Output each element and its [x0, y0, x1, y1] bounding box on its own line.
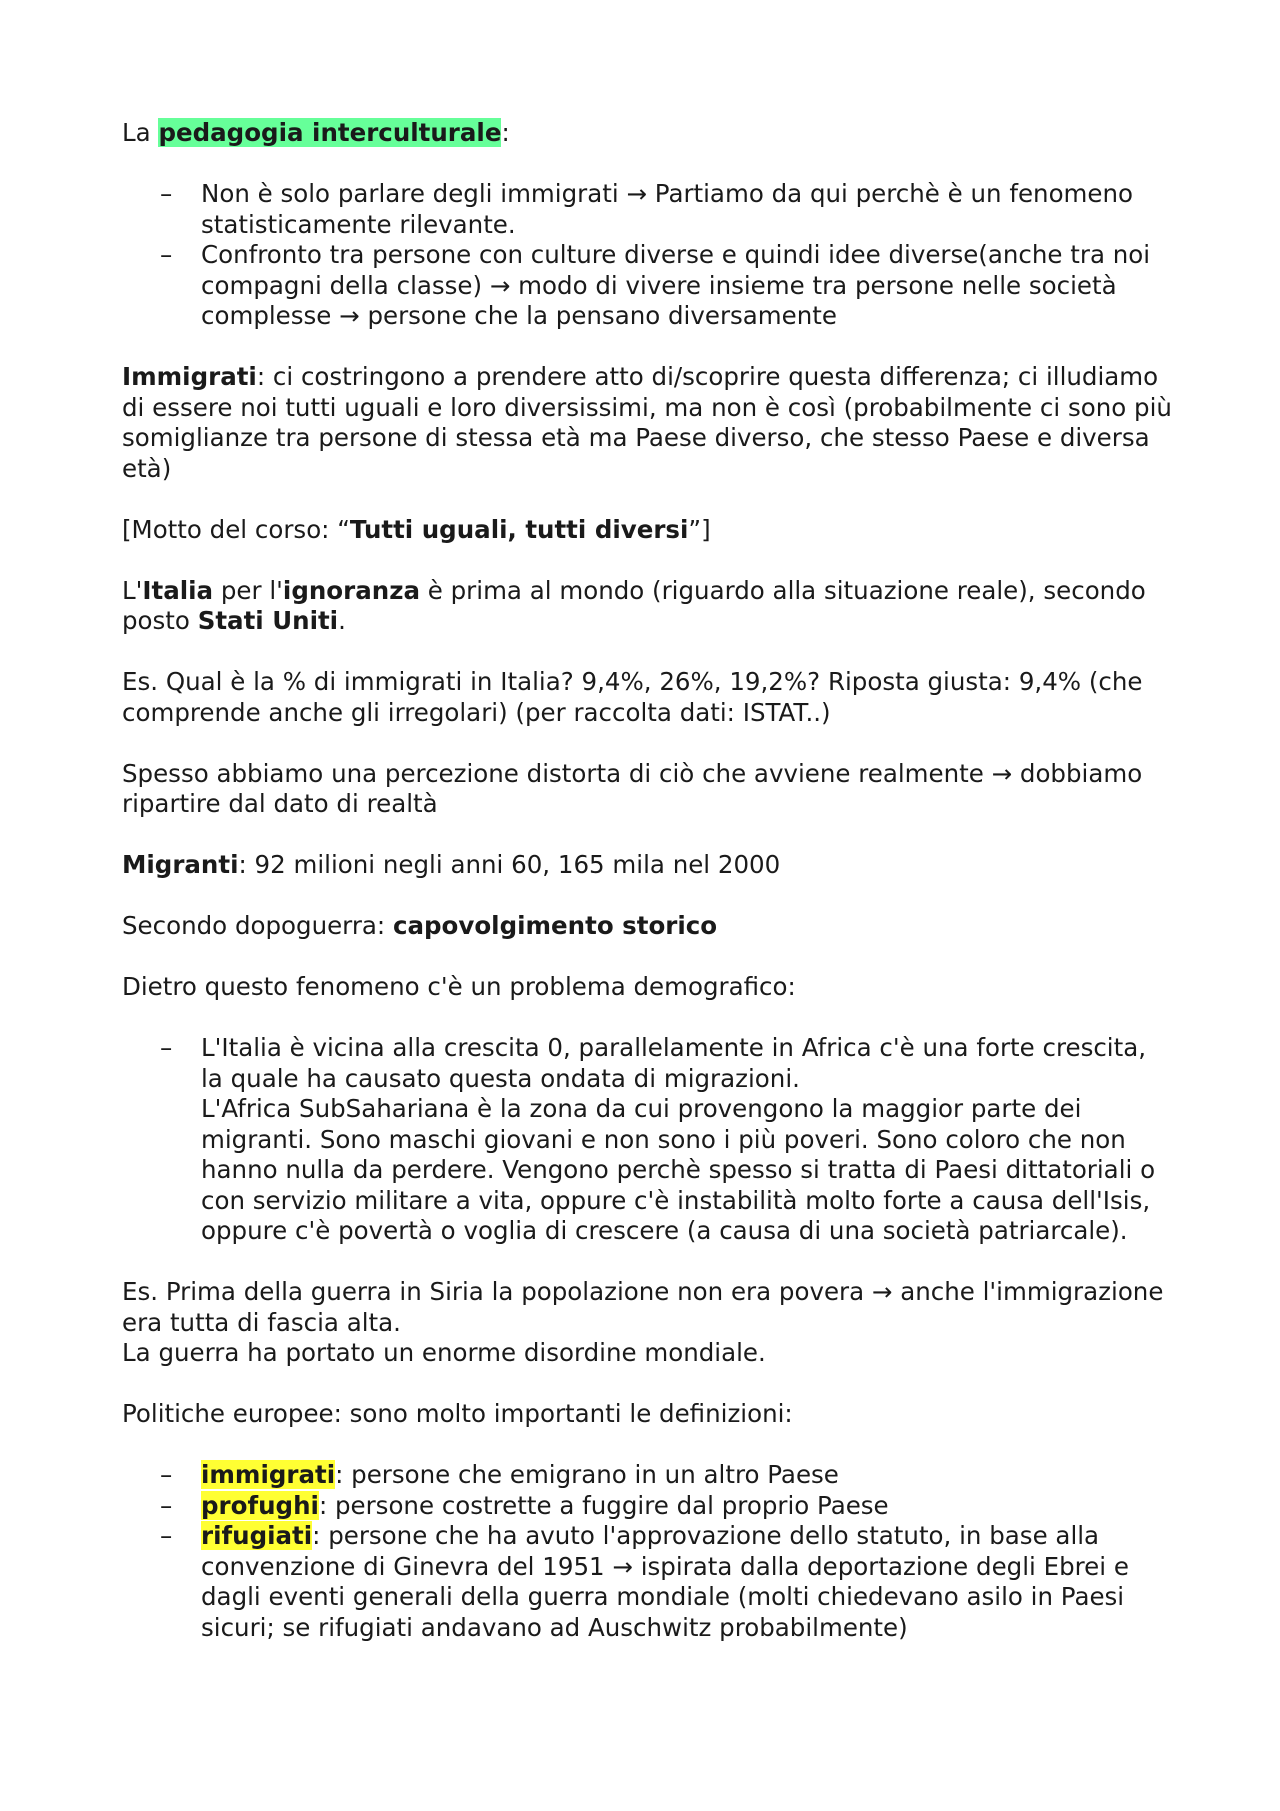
immigrati-paragraph: Immigrati: ci costringono a prendere atto di/scoprire questa differenza; ci illudiamo di essere noi tutti uguali e loro diversissimi, ma non è così (probabilmente ci sono più somiglianze tra persone di stessa età ma Paese diverso, che stesso Paese e diversa età): [122, 362, 1172, 483]
demografico-intro: Dietro questo fenomeno c'è un problema demografico:: [122, 972, 796, 1001]
definitions-list: [122, 1460, 1172, 1643]
example-paragraph: Es. Qual è la % di immigrati in Italia? 9,4%, 26%, 19,2%? Riposta giusta: 9,4% (che comprende anche gli irregolari) (per raccolta dati: ISTAT..): [122, 667, 1143, 727]
intro-heading: La pedagogia interculturale:: [122, 118, 510, 147]
intro-list: [122, 179, 1172, 332]
politiche-intro: Politiche europee: sono molto importanti le definizioni:: [122, 1399, 793, 1428]
list-item: – profughi: persone costrette a fuggire dal proprio Paese: [160, 1490, 889, 1520]
list-item: – Confronto tra persone con culture diverse e quindi idee diverse(anche tra noi compagni della classe) → modo di vivere insieme tra persone nelle società complesse → persone che la pensano diversamente: [160, 240, 1151, 330]
dash-bullet-icon: –: [160, 240, 173, 269]
highlighted-term: rifugiati: [201, 1521, 313, 1550]
highlighted-term: pedagogia interculturale: [158, 118, 502, 147]
motto-paragraph: [Motto del corso: “Tutti uguali, tutti diversi”]: [122, 514, 711, 544]
highlighted-term: profughi: [201, 1490, 319, 1520]
perception-paragraph: Spesso abbiamo una percezione distorta di ciò che avviene realmente → dobbiamo ripartire dal dato di realtà: [122, 758, 1143, 818]
dash-bullet-icon: –: [160, 1490, 173, 1520]
list-item: – L'Italia è vicina alla crescita 0, parallelamente in Africa c'è una forte crescita, la quale ha causato questa ondata di migrazioni. L'Africa SubSahariana è la zona da cui provengono la maggior parte dei migranti. Sono maschi giovani e non sono i più poveri. Sono coloro che non hanno nulla da perdere. Vengono perchè spesso si tratta di Paesi dittatoriali o con servizio militare a vita, oppure c'è instabilità molto forte a causa dell'Isis, oppure c'è povertà o voglia di crescere (a causa di una società patriarcale).: [160, 1033, 1156, 1245]
list-item: – Non è solo parlare degli immigrati → Partiamo da qui perchè è un fenomeno statisticamente rilevante.: [160, 179, 1134, 239]
dash-bullet-icon: –: [160, 1033, 173, 1062]
dopoguerra-paragraph: Secondo dopoguerra: capovolgimento storico: [122, 911, 718, 940]
document-page: [122, 118, 1172, 1643]
dash-bullet-icon: –: [160, 1460, 173, 1489]
demografico-list: [122, 1033, 1172, 1247]
dash-bullet-icon: –: [160, 179, 173, 208]
italia-paragraph: L'Italia per l'ignoranza è prima al mondo (riguardo alla situazione reale), secondo posto Stati Uniti.: [122, 575, 1146, 635]
list-item: – rifugiati: persone che ha avuto l'approvazione dello statuto, in base alla convenzione di Ginevra del 1951 → ispirata dalla deportazione degli Ebrei e dagli eventi generali della guerra mondiale (molti chiedevano asilo in Paesi sicuri; se rifugiati andavano ad Auschwitz probabilmente): [160, 1521, 1129, 1642]
list-item: – immigrati: persone che emigrano in un altro Paese: [160, 1460, 839, 1489]
dash-bullet-icon: –: [160, 1521, 173, 1550]
siria-paragraph: Es. Prima della guerra in Siria la popolazione non era povera → anche l'immigrazione era tutta di fascia alta. La guerra ha portato un enorme disordine mondiale.: [122, 1277, 1164, 1367]
highlighted-term: immigrati: [201, 1460, 336, 1489]
migranti-paragraph: Migranti: 92 milioni negli anni 60, 165 mila nel 2000: [122, 850, 781, 879]
